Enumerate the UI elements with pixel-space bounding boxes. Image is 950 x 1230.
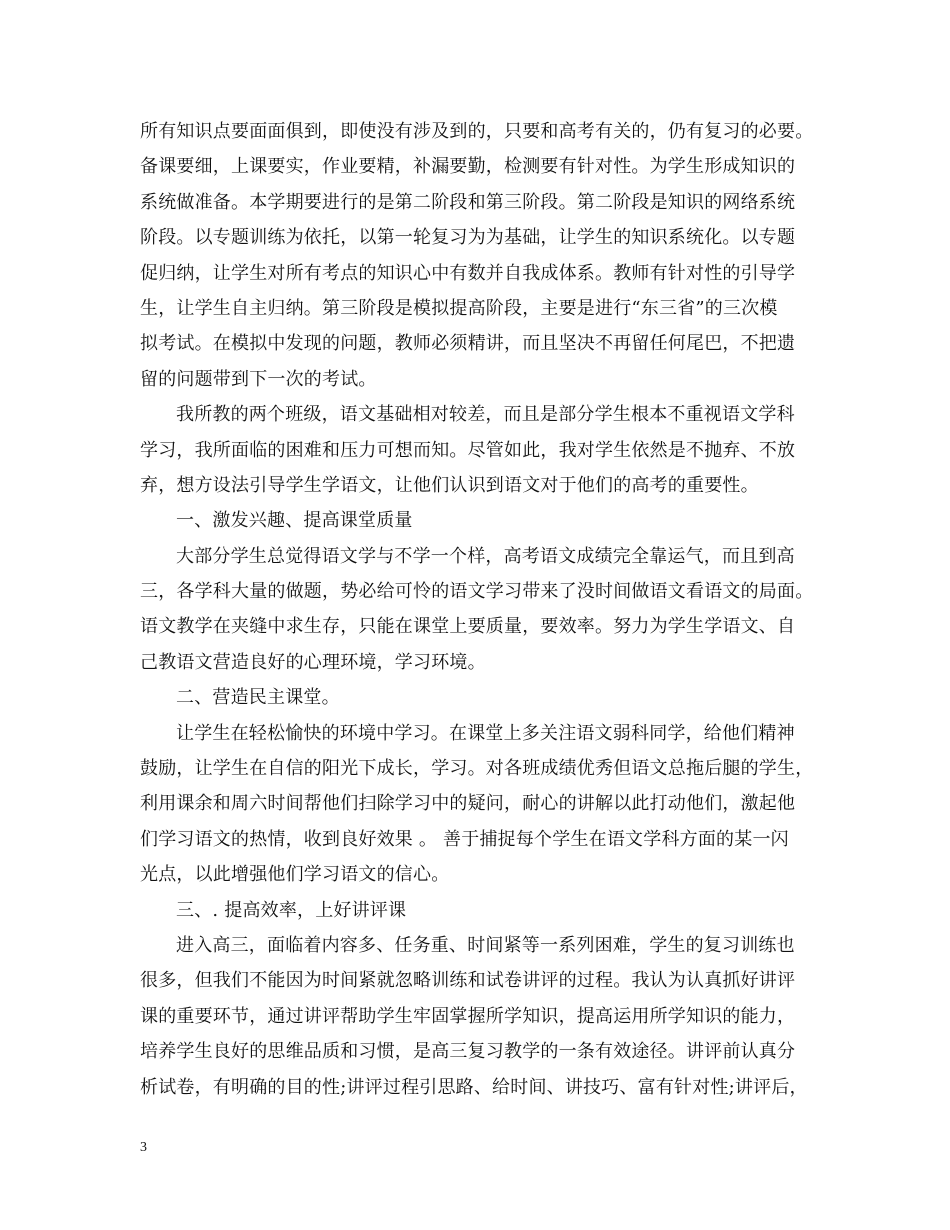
- text-line: 备课要细，上课要实，作业要精，补漏要勤，检测要有针对性。为学生形成知识的: [140, 156, 796, 178]
- text-line: 让学生在轻松愉快的环境中学习。在课堂上多关注语文弱科同学，给他们精神: [176, 722, 795, 744]
- text-line: 们学习语文的热情，收到良好效果 。 善于捕捉每个学生在语文学科方面的某一闪: [140, 828, 789, 850]
- text-line: 培养学生良好的思维品质和习惯，是高三复习教学的一条有效途径。讲评前认真分: [140, 1041, 796, 1063]
- document-body: [140, 114, 830, 1105]
- text-line: 大部分学生总觉得语文学与不学一个样，高考语文成绩完全靠运气，而且到高: [176, 545, 795, 567]
- text-line: 留的问题带到下一次的考试。: [140, 368, 377, 390]
- text-line: 生，让学生自主归纳。第三阶段是模拟提高阶段，主要是进行“东三省”的三次模: [140, 297, 778, 319]
- text-line: 促归纳，让学生对所有考点的知识心中有数并自我成体系。教师有针对性的引导学: [140, 262, 796, 284]
- text-line: 很多，但我们不能因为时间紧就忽略训练和试卷讲评的过程。我认为认真抓好讲评: [140, 970, 796, 992]
- text-line: 学习，我所面临的困难和压力可想而知。尽管如此，我对学生依然是不抛弃、不放: [140, 439, 796, 461]
- text-line: 所有知识点要面面俱到，即使没有涉及到的，只要和高考有关的，仍有复习的必要。: [140, 121, 814, 142]
- text-line: 析试卷，有明确的目的性;讲评过程引思路、给时间、讲技巧、富有针对性;讲评后，: [140, 1076, 808, 1098]
- text-line: 二、营造民主课堂。: [176, 687, 340, 709]
- text-line: 阶段。以专题训练为依托，以第一轮复习为为基础，让学生的知识系统化。以专题: [140, 227, 796, 249]
- text-line: 鼓励，让学生在自信的阳光下成长，学习。对各班成绩优秀但语文总拖后腿的学生，: [140, 758, 814, 780]
- text-line: 系统做准备。本学期要进行的是第二阶段和第三阶段。第二阶段是知识的网络系统: [140, 191, 796, 213]
- text-line: 利用课余和周六时间帮他们扫除学习中的疑问，耐心的讲解以此打动他们，激起他: [140, 793, 796, 815]
- text-line: 己教语文营造良好的心理环境，学习环境。: [140, 651, 486, 673]
- text-line: 语文教学在夹缝中求生存，只能在课堂上要质量，要效率。努力为学生学语文、自: [140, 616, 796, 638]
- text-line: 光点，以此增强他们学习语文的信心。: [140, 864, 450, 886]
- text-line: 进入高三，面临着内容多、任务重、时间紧等一系列困难，学生的复习训练也: [176, 934, 795, 956]
- text-line: 三，各学科大量的做题，势必给可怜的语文学习带来了没时间做语文看语文的局面。: [140, 581, 814, 603]
- text-line: 三、. 提高效率，上好讲评课: [176, 899, 407, 921]
- page-number: 3: [140, 1140, 147, 1155]
- text-line: 课的重要环节，通过讲评帮助学生牢固掌握所学知识，提高运用所学知识的能力，: [140, 1005, 796, 1027]
- text-line: 一、激发兴趣、提高课堂质量: [176, 510, 413, 532]
- text-line: 我所教的两个班级，语文基础相对较差，而且是部分学生根本不重视语文学科: [176, 404, 795, 426]
- text-line: 拟考试。在模拟中发现的问题，教师必须精讲，而且坚决不再留任何尾巴，不把遗: [140, 333, 796, 355]
- text-line: 弃，想方设法引导学生学语文，让他们认识到语文对于他们的高考的重要性。: [140, 474, 759, 496]
